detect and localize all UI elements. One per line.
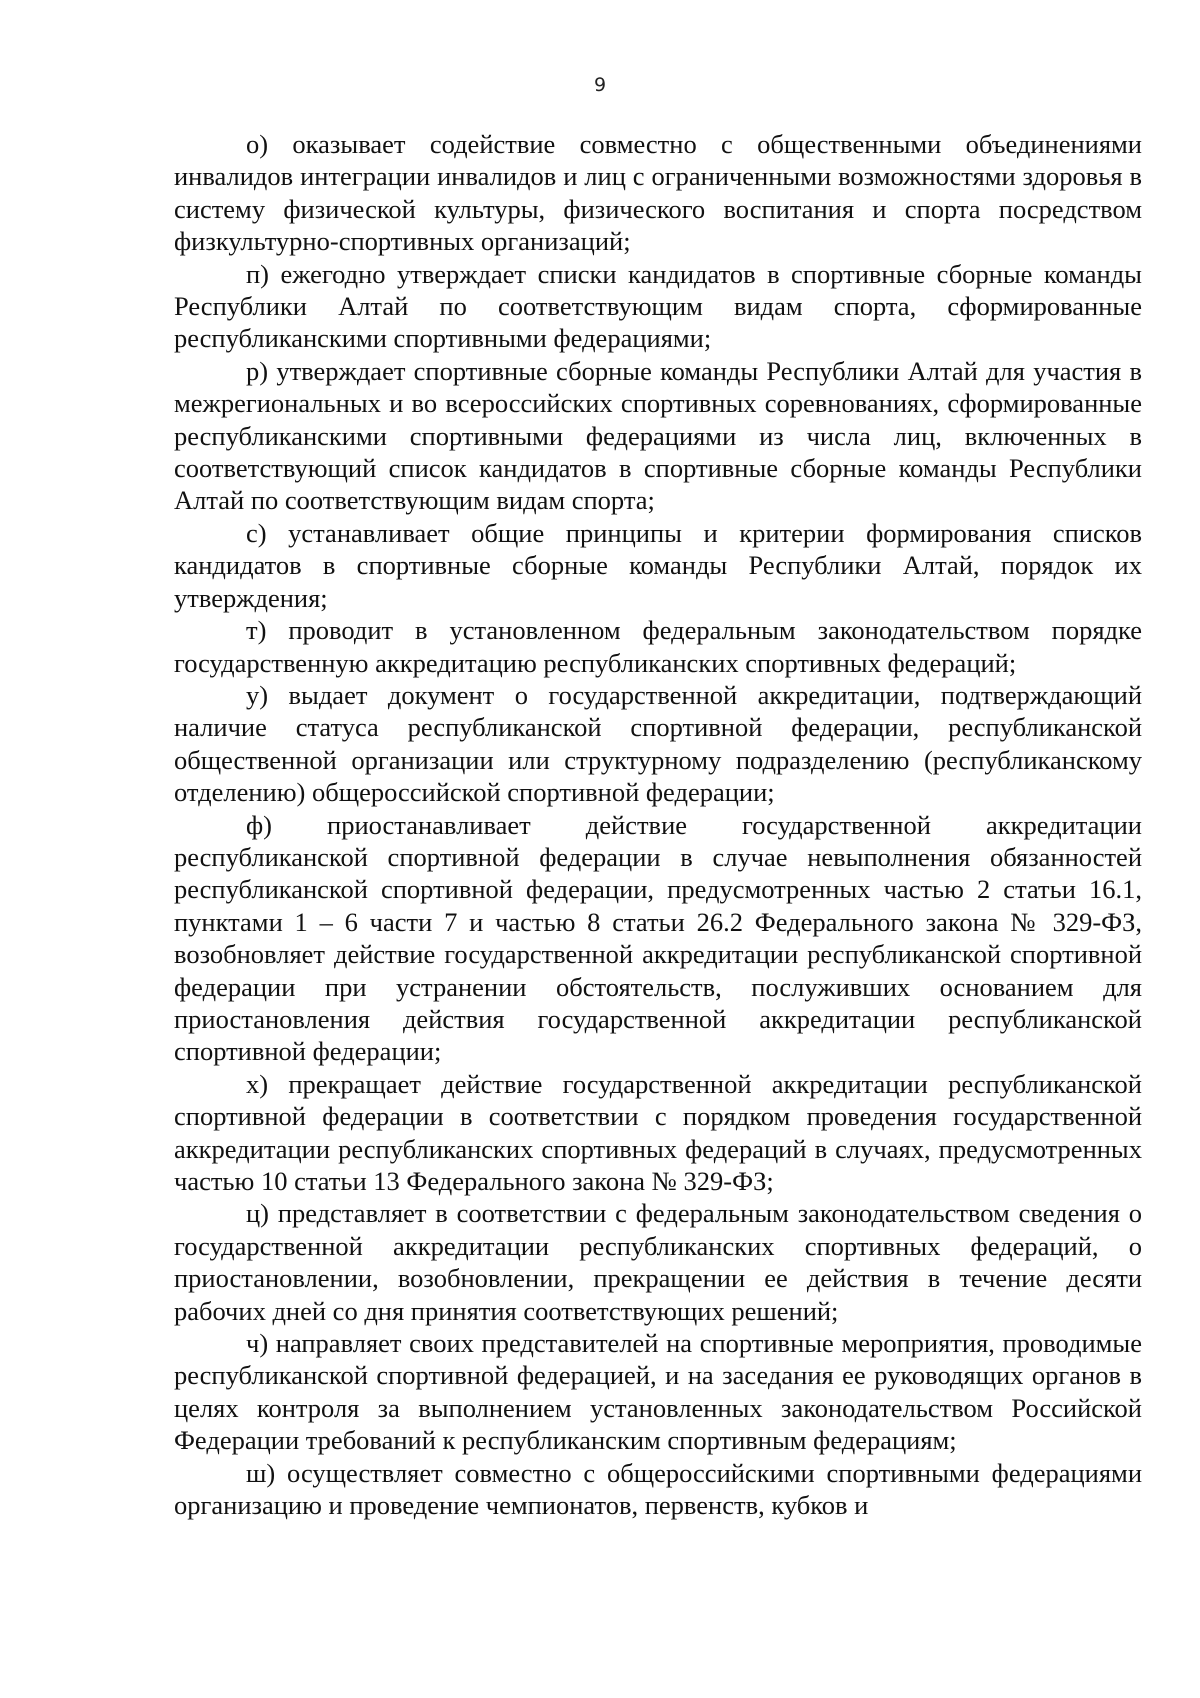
clause-sh: ш) осуществляет совместно с общероссийскими спортивными федерациями организацию и проведение чемпионатов, первенств, кубков и: [174, 1457, 1142, 1521]
document-body: [174, 128, 1142, 1521]
clause-p: п) ежегодно утверждает списки кандидатов в спортивные сборные команды Республики Алтай по соответствующим видам спорта, сформированные республиканскими спортивными федерациями;: [174, 258, 1142, 354]
clause-r: р) утверждает спортивные сборные команды Республики Алтай для участия в межрегиональных и во всероссийских спортивных соревнованиях, сформированные республиканскими спортивными федерациями из числа лиц, включенных в соответствующий список кандидатов в спортивные сборные команды Республики Алтай по соответствующим видам спорта;: [174, 355, 1142, 516]
clause-s: с) устанавливает общие принципы и критерии формирования списков кандидатов в спортивные сборные команды Республики Алтай, порядок их утверждения;: [174, 517, 1142, 613]
clause-o: о) оказывает содействие совместно с общественными объединениями инвалидов интеграции инвалидов и лиц с ограниченными возможностями здоровья в систему физической культуры, физического воспитания и спорта посредством физкультурно-спортивных организаций;: [174, 129, 1142, 257]
clause-ts: ц) представляет в соответствии с федеральным законодательством сведения о государственной аккредитации республиканских спортивных федераций, о приостановлении, возобновлении, прекращении ее действия в течение десяти рабочих дней со дня принятия соответствующих решений;: [174, 1198, 1142, 1326]
clause-f: ф) приостанавливает действие государственной аккредитации республиканской спортивной федерации в случае невыполнения обязанностей республиканской спортивной федерации, предусмотренных частью 2 статьи 16.1, пунктами 1 – 6 части 7 и частью 8 статьи 26.2 Федерального закона № 329-ФЗ, возобновляет действие государственной аккредитации республиканской спортивной федерации при устранении обстоятельств, послуживших основанием для приостановления действия государственной аккредитации республиканской спортивной федерации;: [174, 809, 1142, 1067]
clause-kh: х) прекращает действие государственной аккредитации республиканской спортивной федерации в соответствии с порядком проведения государственной аккредитации республиканских спортивных федераций в случаях, предусмотренных частью 10 статьи 13 Федерального закона № 329-ФЗ;: [174, 1068, 1142, 1196]
page-number: 9: [593, 74, 607, 96]
clause-t: т) проводит в установленном федеральным законодательством порядке государственную аккредитацию республиканских спортивных федераций;: [174, 615, 1142, 678]
clause-u: у) выдает документ о государственной аккредитации, подтверждающий наличие статуса республиканской спортивной федерации, республиканской общественной организации или структурному подразделению (республиканскому отделению) общероссийской спортивной федерации;: [174, 679, 1142, 808]
clause-ch: ч) направляет своих представителей на спортивные мероприятия, проводимые республиканской спортивной федерацией, и на заседания ее руководящих органов в целях контроля за выполнением установленных законодательством Российской Федерации требований к республиканским спортивным федерациям;: [174, 1328, 1142, 1456]
